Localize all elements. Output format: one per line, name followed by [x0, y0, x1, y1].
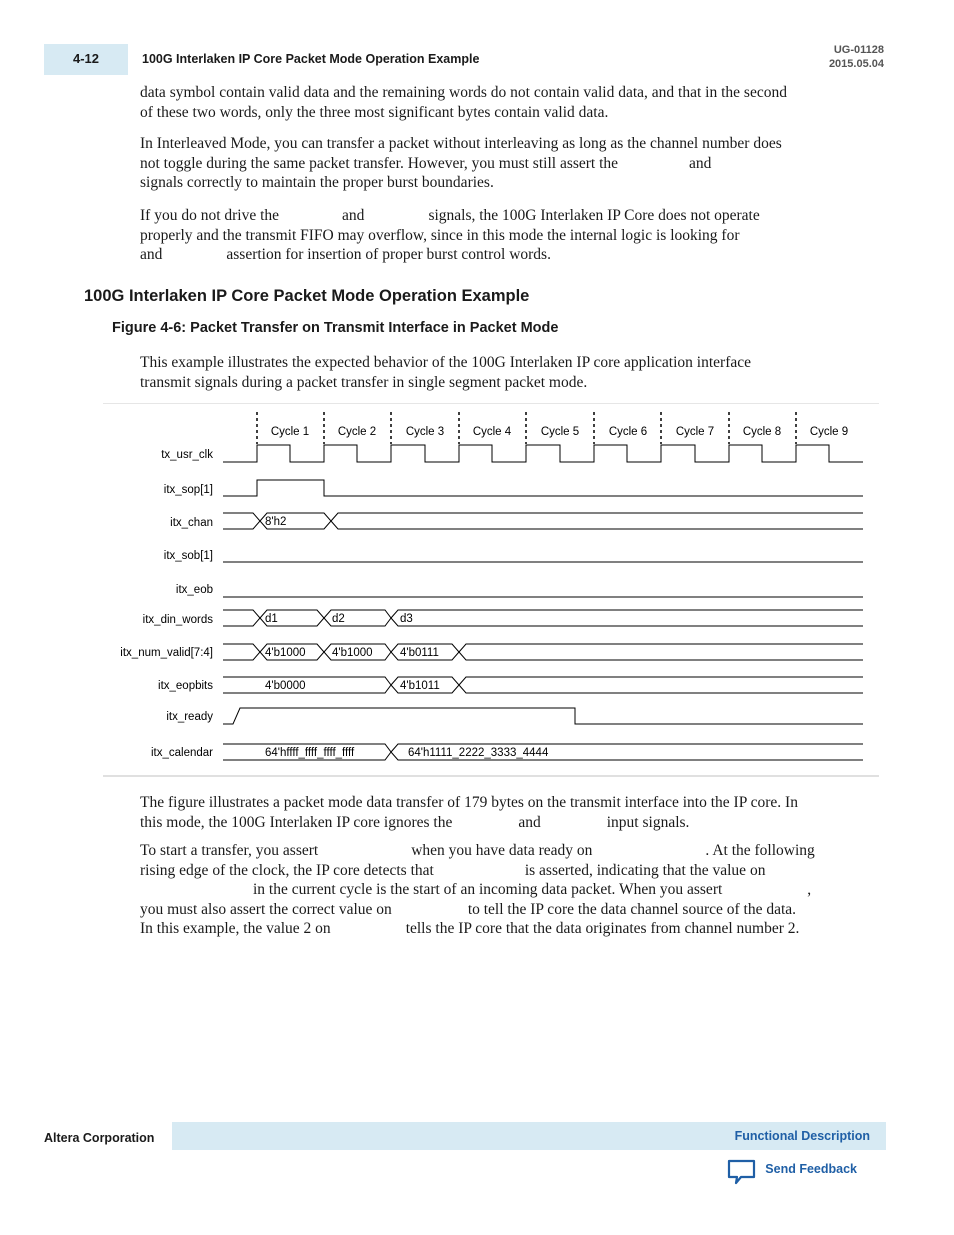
sop-waveform: [223, 480, 863, 496]
num-valid-value: 4'b1000: [332, 647, 373, 659]
intro-paragraph-1: data symbol contain valid data and the remaining words do not contain valid data, and that in the second of these two words, only the three most significant bytes contain valid data.: [140, 84, 787, 121]
num-valid-value: 4'b1000: [265, 647, 306, 659]
cycle-label: Cycle 3: [405, 426, 445, 438]
doc-date: 2015.05.04: [828, 58, 884, 70]
feedback-icon[interactable]: [727, 1158, 757, 1186]
cycle-label: Cycle 8: [742, 426, 782, 438]
signal-name: itx_din_words: [142, 614, 213, 626]
signal-name: itx_calendar: [150, 747, 213, 759]
calendar-value: 64'hffff_ffff_ffff_ffff: [265, 747, 355, 759]
signal-name: itx_chan: [170, 517, 213, 529]
din-value: d3: [400, 613, 413, 625]
intro-paragraph-2: In Interleaved Mode, you can transfer a packet without interleaving as long as the channel number does not toggle during the same packet transfer. However, you must still assert the and signals correctly to maintain the proper burst boundaries.: [140, 135, 782, 191]
calendar-value: 64'h1111_2222_3333_4444: [408, 747, 549, 759]
figure-bottom-rule: [103, 775, 879, 777]
cycle-label: Cycle 2: [337, 426, 377, 438]
figure-title: Figure 4-6: Packet Transfer on Transmit Interface in Packet Mode: [112, 320, 559, 336]
ready-waveform: [223, 708, 863, 724]
cycle-label: Cycle 5: [540, 426, 580, 438]
signal-name: itx_num_valid[7:4]: [120, 647, 213, 659]
signal-name: itx_eob: [175, 584, 213, 596]
body-paragraph-1: The figure illustrates a packet mode data transfer of 179 bytes on the transmit interface into the IP core. In this mode, the 100G Interlaken IP core ignores the and input signals.: [140, 794, 798, 831]
signal-name: itx_sob[1]: [163, 550, 213, 562]
signal-name: itx_sop[1]: [163, 484, 213, 496]
intro-paragraph-3: If you do not drive the and signals, the 100G Interlaken IP Core does not operate properly and the transmit FIFO may overflow, since in this mode the internal logic is looking for and assertion for insertion of proper burst control words.: [140, 207, 760, 263]
num-valid-value: 4'b0111: [400, 647, 439, 659]
cycle-label: Cycle 1: [270, 426, 310, 438]
clock-waveform: [223, 445, 863, 462]
cycle-label: Cycle 4: [472, 426, 512, 438]
page-number: 4-12: [72, 51, 100, 66]
footer-section-link[interactable]: Functional Description: [734, 1129, 870, 1143]
din-waveform: [223, 610, 863, 626]
signal-name: tx_usr_clk: [161, 449, 213, 461]
body-paragraph-2: To start a transfer, you assert when you have data ready on . At the following rising edge of the clock, the IP core detects that is asserted, indicating that the value on in the current cycle is the start of an incoming data packet. When you assert , you must also assert the correct value on to tell the IP core the data channel source of the data. In this example, the value 2 on tells the IP core that the data originates from channel number 2.: [140, 842, 815, 937]
din-value: d1: [265, 613, 278, 625]
num-valid-waveform: [223, 644, 863, 660]
din-value: d2: [332, 613, 345, 625]
eopbits-value: 4'b1011: [400, 680, 440, 692]
eopbits-waveform: [223, 677, 863, 693]
signal-name: itx_eopbits: [158, 680, 213, 692]
chan-waveform: [223, 513, 863, 529]
cycle-label: Cycle 7: [675, 426, 715, 438]
doc-id: UG-01128: [833, 44, 884, 56]
send-feedback-link[interactable]: Send Feedback: [765, 1162, 857, 1176]
eopbits-value: 4'b0000: [265, 680, 306, 692]
figure-description: This example illustrates the expected behavior of the 100G Interlaken IP core application interface transmit signals during a packet transfer in single segment packet mode.: [140, 354, 752, 391]
chan-value: 8'h2: [265, 516, 287, 528]
cycle-label: Cycle 9: [809, 426, 849, 438]
running-header-title: 100G Interlaken IP Core Packet Mode Operation Example: [142, 52, 480, 66]
footer-company: Altera Corporation: [44, 1131, 155, 1145]
cycle-label: Cycle 6: [608, 426, 648, 438]
section-title: 100G Interlaken IP Core Packet Mode Operation Example: [84, 287, 530, 305]
signal-name: itx_ready: [166, 711, 213, 723]
